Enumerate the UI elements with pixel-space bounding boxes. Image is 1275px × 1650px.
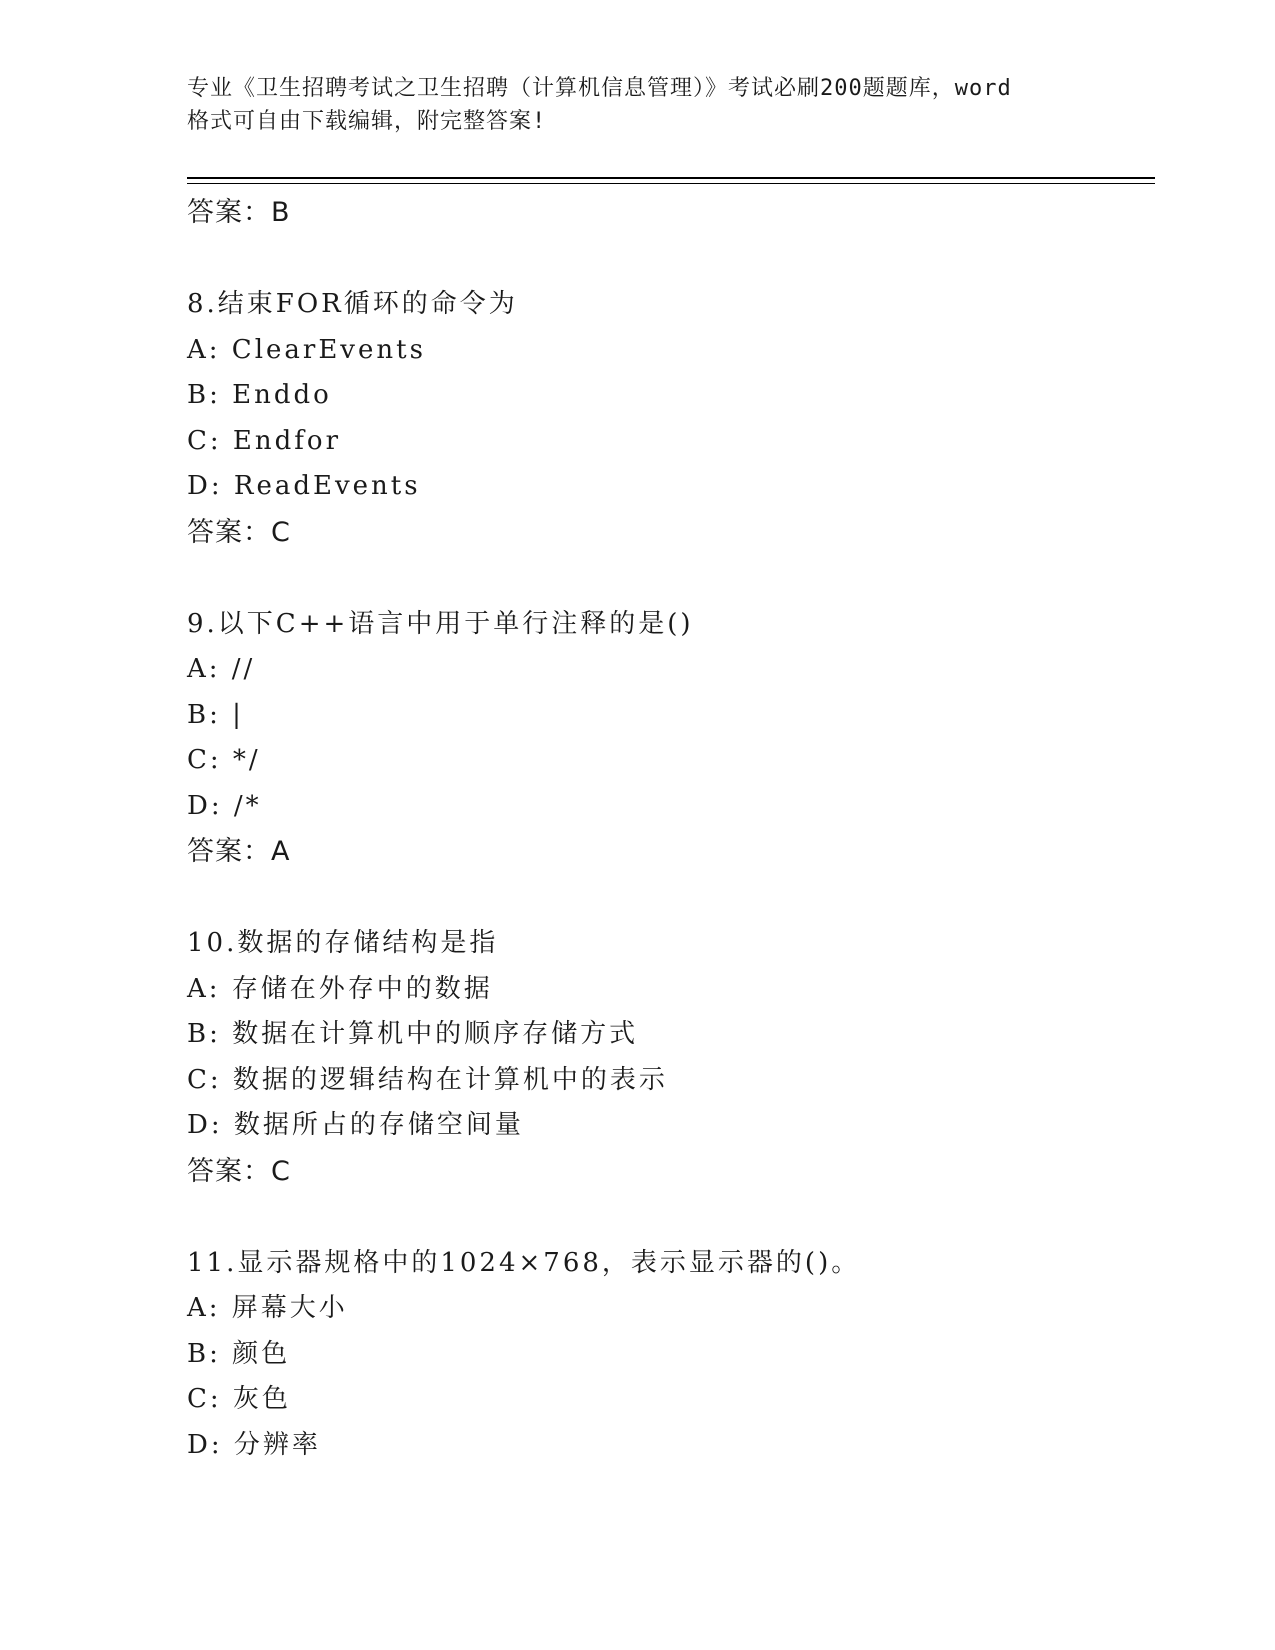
question-stem: 9.以下C++语言中用于单行注释的是() bbox=[187, 608, 694, 639]
question-stem: 10.数据的存储结构是指 bbox=[187, 928, 499, 958]
answer-line: 答案：A bbox=[187, 836, 291, 867]
option-d: D: 数据所占的存储空间量 bbox=[187, 1110, 524, 1140]
option-c: C: 数据的逻辑结构在计算机中的表示 bbox=[187, 1064, 668, 1095]
answer-line: 答案：C bbox=[187, 1155, 291, 1187]
option-a: A: // bbox=[187, 654, 256, 684]
option-d: D: /* bbox=[187, 790, 262, 821]
option-c: C: Endfor bbox=[187, 425, 341, 456]
option-b: B: 数据在计算机中的顺序存储方式 bbox=[187, 1019, 639, 1049]
option-b: B: 颜色 bbox=[187, 1338, 291, 1369]
header-line-1: 专业《卫生招聘考试之卫生招聘（计算机信息管理）》考试必刷200题题库，word bbox=[187, 76, 1012, 101]
answer-line: 答案：B bbox=[187, 197, 291, 228]
question-stem: 11.显示器规格中的1024×768，表示显示器的()。 bbox=[187, 1247, 861, 1278]
header-divider bbox=[187, 177, 1155, 179]
header-divider-thin bbox=[187, 183, 1155, 184]
option-b: B: Enddo bbox=[187, 380, 332, 410]
question-stem: 8.结束FOR循环的命令为 bbox=[187, 289, 518, 319]
option-d: D: ReadEvents bbox=[187, 471, 421, 501]
header-line-2: 格式可自由下载编辑，附完整答案! bbox=[187, 109, 547, 134]
option-a: A: 存储在外存中的数据 bbox=[187, 973, 493, 1004]
option-a: A: ClearEvents bbox=[187, 334, 426, 365]
question-8 bbox=[187, 282, 1147, 556]
document-header bbox=[187, 72, 1087, 138]
option-b: B: | bbox=[187, 699, 244, 730]
option-c: C: 灰色 bbox=[187, 1384, 291, 1414]
answer-line: 答案：C bbox=[187, 516, 291, 548]
option-a: A: 屏幕大小 bbox=[187, 1293, 348, 1323]
option-c: C: */ bbox=[187, 745, 261, 775]
question-11 bbox=[187, 1241, 1147, 1469]
question-9 bbox=[187, 602, 1147, 876]
question-10 bbox=[187, 921, 1147, 1195]
option-d: D: 分辨率 bbox=[187, 1429, 321, 1460]
question-list bbox=[187, 190, 1147, 1468]
